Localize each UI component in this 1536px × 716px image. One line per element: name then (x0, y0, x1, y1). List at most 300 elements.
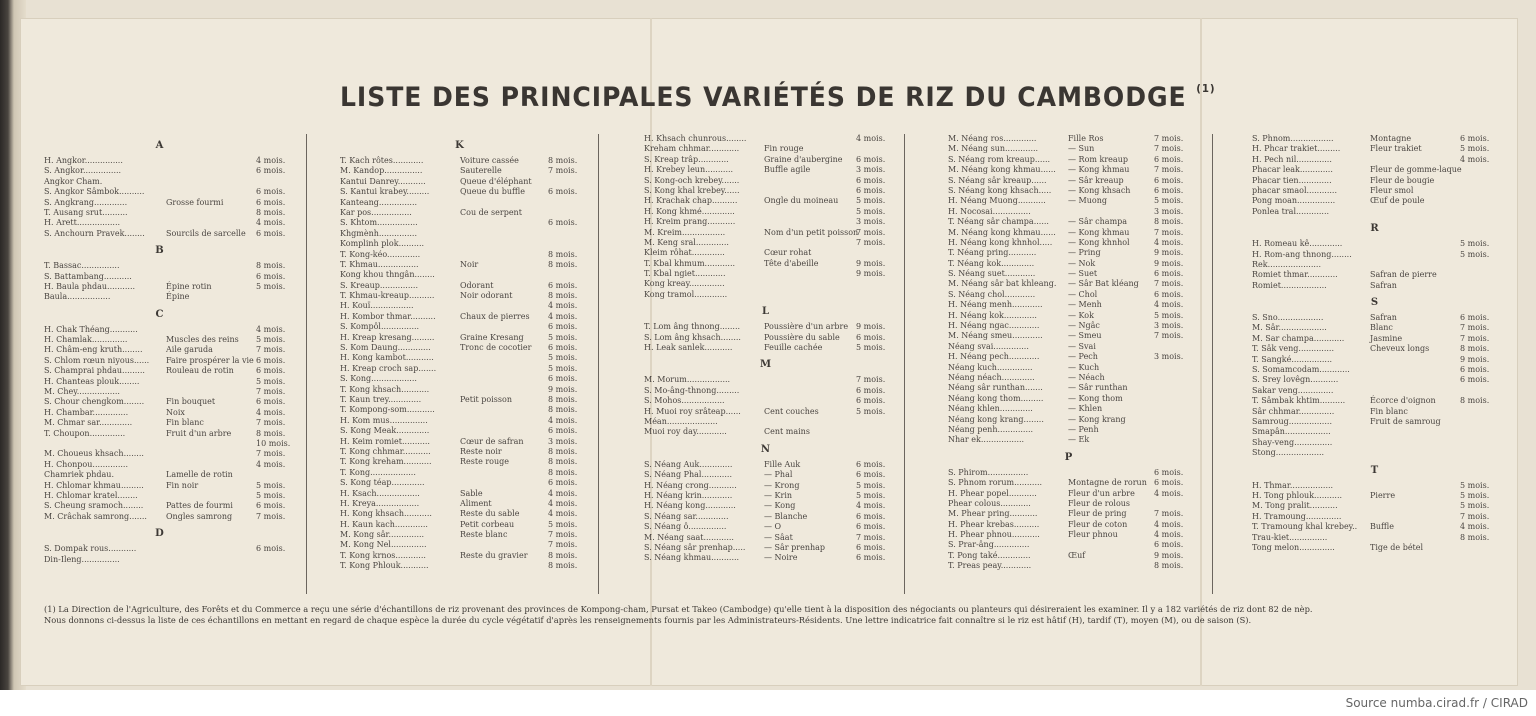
variety-meaning (460, 250, 548, 260)
variety-meaning (460, 426, 548, 436)
variety-meaning: — Kong khmau (1068, 165, 1130, 175)
variety-row (340, 270, 580, 280)
variety-name: M. Sâr................... (1252, 323, 1327, 333)
variety-duration: 8 mois. (548, 467, 578, 477)
variety-duration: 6 mois. (856, 396, 886, 406)
section-letter: P (1064, 451, 1074, 463)
variety-row (948, 520, 1190, 530)
column-divider (598, 134, 599, 594)
variety-name: H. Néang kok............. (948, 310, 1037, 320)
variety-row (948, 404, 1190, 414)
variety-meaning (166, 460, 256, 470)
variety-name: Tong melon.............. (1252, 542, 1335, 552)
variety-row (1252, 481, 1498, 491)
variety-meaning (166, 544, 256, 554)
variety-meaning: Cœur rohat (764, 248, 812, 258)
variety-duration: 6 mois. (1460, 134, 1490, 143)
variety-duration: 8 mois. (548, 156, 578, 165)
variety-duration: 6 mois. (256, 228, 286, 238)
variety-meaning: — Sâr kreaup (1068, 175, 1124, 185)
variety-name: Rek..................... (1252, 259, 1322, 269)
variety-name: S. Kom Daung............. (340, 343, 431, 353)
variety-meaning (460, 353, 548, 363)
variety-name: T. Bassac............... (44, 261, 120, 271)
variety-row (1252, 522, 1498, 532)
variety-duration (1460, 407, 1500, 417)
variety-row (1252, 186, 1498, 196)
variety-name: H. Thmar................. (1252, 480, 1334, 490)
variety-row (340, 333, 580, 343)
variety-duration: 8 mois. (548, 291, 578, 301)
variety-duration (1154, 342, 1194, 352)
variety-duration (1460, 543, 1500, 553)
variety-name: Méan.................... (644, 416, 718, 426)
section-letter: K (455, 140, 465, 151)
variety-duration (548, 198, 590, 208)
variety-duration: 7 mois. (256, 387, 286, 397)
variety-meaning (1370, 260, 1460, 270)
variety-meaning (460, 301, 548, 311)
variety-duration: 5 mois. (1460, 480, 1490, 490)
variety-row (340, 312, 580, 322)
variety-row (644, 290, 888, 300)
variety-duration: 6 mois. (1460, 365, 1490, 375)
variety-meaning: Fleur de coton (1068, 519, 1128, 529)
variety-name: S. Anchourn Pravek........ (44, 228, 145, 238)
variety-duration: 8 mois. (256, 207, 286, 217)
variety-meaning: Fin blanc (1370, 406, 1408, 416)
variety-meaning: — O (764, 522, 782, 532)
variety-name: Romiet.................. (1252, 280, 1327, 290)
variety-meaning: Voiture cassée (460, 156, 519, 165)
variety-name: T. Pong také............. (948, 550, 1031, 560)
variety-meaning (764, 176, 856, 186)
variety-name: H. Arett................. (44, 218, 121, 228)
variety-row (948, 290, 1190, 300)
variety-meaning: Cou de serpent (460, 207, 522, 217)
variety-duration: 5 mois. (548, 519, 578, 529)
variety-duration: 7 mois. (256, 418, 286, 428)
variety-row (948, 352, 1190, 362)
variety-meaning (1370, 207, 1460, 217)
variety-duration: 4 mois. (548, 498, 578, 508)
variety-duration: 7 mois. (256, 511, 286, 521)
variety-row (44, 207, 286, 218)
variety-duration: 7 mois. (856, 237, 886, 247)
variety-duration: 7 mois. (548, 166, 578, 176)
variety-row (44, 501, 286, 511)
variety-duration: 5 mois. (256, 281, 286, 291)
variety-meaning (166, 208, 256, 218)
variety-meaning: Nom d'un petit poisson (764, 227, 859, 237)
variety-name: Sakar veng.............. (1252, 385, 1334, 395)
variety-row (644, 522, 888, 532)
variety-meaning (166, 491, 256, 501)
variety-meaning: Safran (1370, 280, 1397, 290)
variety-meaning: — Chol (1068, 289, 1098, 299)
variety-name: S. Kompôl............... (340, 322, 420, 332)
variety-meaning (1068, 540, 1154, 550)
variety-row (1252, 365, 1498, 375)
variety-duration: 7 mois. (548, 530, 578, 540)
variety-duration: 4 mois. (548, 488, 578, 498)
variety-meaning (166, 377, 256, 387)
variety-row (948, 269, 1190, 279)
variety-name: S. Néang sâr kreaup...... (948, 175, 1047, 185)
variety-duration: 7 mois. (856, 532, 886, 542)
variety-meaning: — Sâr champa (1068, 217, 1128, 227)
variety-row (644, 207, 888, 217)
variety-meaning: Écorce d'oignon (1370, 396, 1436, 406)
variety-duration: 6 mois. (256, 366, 286, 376)
variety-name: H. Kreap kresang......... (340, 332, 435, 342)
variety-duration: 6 mois. (856, 553, 886, 563)
variety-meaning: — Menh (1068, 300, 1102, 310)
variety-row (948, 415, 1190, 425)
variety-meaning: Petit corbeau (460, 519, 515, 529)
variety-meaning: Épine rotin (166, 281, 212, 291)
variety-name: S. Sno.................. (1252, 313, 1324, 323)
variety-name: S. Néang chol............ (948, 289, 1036, 299)
variety-meaning: Poussière d'un arbre (764, 322, 849, 332)
variety-duration: 8 mois. (1460, 344, 1490, 354)
variety-name: T. Kach rôtes............ (340, 156, 424, 165)
variety-name: M. Keng sral............. (644, 237, 729, 247)
variety-meaning (460, 540, 548, 550)
variety-meaning: — Smeu (1068, 331, 1102, 341)
variety-duration (1460, 196, 1500, 206)
variety-row (340, 208, 580, 218)
variety-name: Kreham chhmar............ (644, 144, 740, 154)
variety-duration (1154, 435, 1194, 445)
variety-name: M. Sar champa............ (1252, 333, 1345, 343)
variety-duration (1154, 404, 1194, 414)
variety-name: S. Kong Meak............. (340, 426, 430, 436)
variety-name: S. Angkor Sâmbok.......... (44, 187, 145, 197)
variety-name: M. Phear pring........... (948, 509, 1038, 519)
variety-column (948, 134, 1190, 572)
variety-name: S. Chour chengkom........ (44, 397, 145, 407)
variety-meaning: Muscles des reins (166, 335, 239, 345)
variety-meaning: Feuille cachée (764, 343, 823, 353)
variety-row (948, 509, 1190, 519)
variety-duration: 7 mois. (1154, 227, 1184, 237)
variety-row (644, 343, 888, 353)
variety-row (644, 176, 888, 186)
variety-name: H. Châm-eng kruth........ (44, 345, 143, 355)
variety-row (44, 335, 286, 345)
variety-row (948, 207, 1190, 217)
variety-name: S. Kong téap............. (340, 478, 425, 488)
variety-duration (1460, 448, 1500, 458)
variety-row (340, 301, 580, 311)
variety-name: Néang kong thom......... (948, 393, 1044, 403)
variety-meaning (764, 279, 856, 289)
variety-row (44, 292, 276, 302)
variety-name: M. Morum................. (644, 375, 731, 385)
variety-row (44, 449, 286, 459)
variety-duration (1460, 270, 1500, 280)
variety-duration: 4 mois. (256, 218, 286, 228)
variety-meaning: Jasmine (1370, 333, 1403, 343)
variety-row (644, 228, 888, 238)
variety-duration: 6 mois. (856, 332, 886, 342)
variety-duration: 7 mois. (1460, 323, 1490, 333)
variety-name: M. Néang ros............. (948, 134, 1037, 143)
variety-meaning: Reste du sable (460, 509, 520, 519)
variety-duration: 6 mois. (548, 218, 578, 228)
variety-name: H. Khsach chunrous........ (644, 134, 747, 143)
variety-meaning: Fin rouge (764, 144, 804, 154)
variety-name: H. Néang Muong........... (948, 196, 1046, 206)
variety-meaning (1370, 375, 1460, 385)
variety-name: S. Néang Phal............ (644, 470, 732, 480)
variety-name: T. Tramoung khal krebey.. (1252, 522, 1358, 532)
section-letter: L (761, 306, 771, 318)
variety-row (948, 478, 1190, 488)
variety-meaning: — Kong khsach (1068, 185, 1131, 195)
variety-duration: 6 mois. (856, 175, 886, 185)
variety-meaning: Buffle agile (764, 165, 811, 175)
variety-duration: 6 mois. (548, 478, 578, 488)
variety-meaning: Poussière du sable (764, 332, 840, 342)
variety-meaning (460, 468, 548, 478)
variety-duration: 4 mois. (856, 501, 886, 511)
variety-row (644, 134, 888, 144)
variety-name: H. Ksach................. (340, 488, 420, 498)
variety-row (340, 353, 580, 363)
variety-name: Nhar ek................. (948, 435, 1025, 445)
variety-name: Néang kong krang........ (948, 414, 1044, 424)
variety-name: Smapân.................. (1252, 427, 1331, 437)
variety-name: M. Choueus khsach........ (44, 449, 144, 459)
variety-duration: 8 mois. (256, 261, 286, 271)
variety-meaning: Ongle du moineau (764, 196, 839, 206)
variety-meaning: Buffle (1370, 522, 1395, 532)
variety-name: H. Kong khmé............. (644, 206, 735, 216)
variety-row (1252, 207, 1498, 217)
variety-row (644, 533, 888, 543)
variety-row (44, 355, 286, 366)
variety-meaning: Odorant (460, 280, 494, 290)
variety-name: M. Néang kong khmau...... (948, 165, 1056, 175)
variety-row (644, 269, 888, 279)
variety-row (340, 281, 580, 291)
variety-duration: 5 mois. (856, 343, 886, 353)
variety-row (340, 489, 580, 499)
variety-name: H. Angkor............... (44, 156, 123, 165)
variety-meaning: — Krong (764, 480, 800, 490)
variety-duration: 6 mois. (256, 197, 286, 207)
variety-duration: 4 mois. (256, 407, 286, 417)
variety-meaning (166, 325, 256, 335)
variety-duration (1154, 363, 1194, 373)
variety-row (948, 383, 1190, 393)
variety-name: M. Kong Nel.............. (340, 540, 427, 550)
variety-meaning: Sauterelle (460, 166, 502, 176)
variety-duration: 9 mois. (1154, 248, 1184, 258)
variety-row (644, 279, 888, 289)
variety-duration: 5 mois. (548, 363, 578, 373)
variety-name: S. Néang Auk............. (644, 459, 733, 469)
variety-duration: 5 mois. (856, 206, 886, 216)
variety-meaning: — Sâr runthan (1068, 383, 1128, 393)
variety-row (340, 499, 580, 509)
variety-meaning: Tige de bétel (1370, 542, 1424, 552)
variety-duration (256, 555, 296, 565)
variety-meaning: Fin bouquet (166, 397, 216, 407)
variety-meaning (764, 186, 856, 196)
variety-meaning (166, 439, 256, 449)
variety-name: phacar smaol............ (1252, 185, 1338, 195)
variety-name: S. Néang kong khsach..... (948, 185, 1052, 195)
variety-duration (1460, 260, 1500, 270)
variety-meaning (460, 561, 548, 571)
variety-duration: 8 mois. (256, 428, 286, 438)
variety-name: Shay-veng............... (1252, 437, 1333, 447)
variety-name: S. Néang suet............ (948, 269, 1036, 279)
variety-row (644, 543, 888, 553)
variety-row (1252, 144, 1498, 154)
variety-duration: 6 mois. (856, 470, 886, 480)
variety-name: S. Mo-âng-thnong......... (644, 385, 740, 395)
variety-duration: 5 mois. (256, 376, 286, 386)
variety-row (1252, 491, 1498, 501)
variety-name: S. Néang ô............... (644, 522, 727, 532)
variety-name: M. Chmar sar............. (44, 418, 133, 428)
variety-row (44, 470, 276, 480)
variety-meaning (460, 229, 548, 239)
variety-meaning: — Néach (1068, 372, 1105, 382)
variety-name: Néang néach............. (948, 372, 1035, 382)
variety-duration: 4 mois. (1154, 237, 1184, 247)
variety-name: M. Tong pralit........... (1252, 501, 1338, 511)
variety-meaning (1370, 365, 1460, 375)
variety-meaning: — Penh (1068, 424, 1099, 434)
variety-name: S. Phnom rorum........... (948, 478, 1043, 488)
variety-name: H. Muoi roy srâteap...... (644, 406, 741, 416)
variety-duration: 3 mois. (1154, 206, 1184, 216)
variety-duration: 9 mois. (1154, 258, 1184, 268)
variety-name: H. Néang menh............ (948, 300, 1043, 310)
variety-duration: 7 mois. (256, 345, 286, 355)
variety-row (948, 259, 1190, 269)
variety-name: T. Kong krnos............ (340, 550, 426, 560)
variety-meaning: — Kong khnhol (1068, 237, 1130, 247)
variety-name (44, 439, 166, 449)
variety-duration (1154, 394, 1194, 404)
variety-meaning: — Sâr Bat kléang (1068, 279, 1139, 289)
variety-meaning: — Kong thom (1068, 393, 1123, 403)
variety-meaning (764, 417, 856, 427)
variety-row (948, 373, 1190, 383)
variety-duration (1460, 417, 1500, 427)
variety-row (1252, 355, 1498, 365)
variety-name: H. Tong phlouk........... (1252, 490, 1343, 500)
variety-name: S. Mohos................. (644, 396, 725, 406)
variety-duration: 8 mois. (548, 259, 578, 269)
variety-name: T. Kong chhmar........... (340, 446, 431, 456)
variety-name: M. Kong sâr.............. (340, 530, 425, 540)
variety-name: H. Chonpou.............. (44, 459, 128, 469)
variety-row (340, 156, 580, 166)
variety-meaning: Cent mains (764, 427, 810, 437)
variety-row (644, 217, 888, 227)
variety-meaning (764, 386, 856, 396)
variety-name: M. Crâchak samrong....... (44, 511, 147, 521)
variety-name: S. Néang sar............. (644, 511, 729, 521)
variety-name: S. Dompak rous........... (44, 544, 137, 554)
variety-duration: 6 mois. (1154, 175, 1184, 185)
section-letter: R (1370, 223, 1380, 235)
variety-row (948, 331, 1190, 341)
variety-duration (1460, 281, 1500, 291)
variety-name: T. Sâmbak khtim.......... (1252, 396, 1346, 406)
variety-name: H. Pech nil.............. (1252, 154, 1332, 164)
variety-row (1252, 155, 1498, 165)
variety-row (340, 416, 580, 426)
variety-meaning (460, 270, 548, 280)
variety-meaning: Grosse fourmi (166, 197, 224, 207)
variety-row (948, 540, 1190, 550)
variety-name: S. Kong.................. (340, 374, 417, 384)
variety-meaning: Graine d'aubergine (764, 154, 843, 164)
variety-row (340, 385, 580, 395)
variety-row (340, 291, 580, 301)
variety-name: S. Prar-âng.............. (948, 540, 1030, 550)
variety-meaning: Petit poisson (460, 394, 512, 404)
variety-name: T. Choupon.............. (44, 428, 126, 438)
variety-name: Néang penh.............. (948, 424, 1034, 434)
variety-meaning: Chaux de pierres (460, 311, 530, 321)
variety-duration: 6 mois. (1154, 478, 1184, 488)
variety-name: S. Chlom rœun niyous...... (44, 355, 150, 365)
variety-name: H. Chanteas plouk........ (44, 376, 140, 386)
variety-duration: 8 mois. (548, 249, 578, 259)
variety-name: S. Kong khal krebey...... (644, 185, 740, 195)
variety-row (340, 457, 580, 467)
variety-duration (1460, 186, 1500, 196)
variety-meaning (764, 269, 856, 279)
variety-name: H. Leak sanlek........... (644, 343, 733, 353)
variety-row (1252, 375, 1498, 385)
variety-meaning: — Kok (1068, 310, 1094, 320)
variety-name: Kantui Danrey........... (340, 176, 426, 186)
variety-meaning: Pattes de fourmi (166, 501, 233, 511)
variety-row (948, 489, 1190, 499)
variety-duration: 4 mois. (256, 459, 286, 469)
variety-meaning: Œuf (1068, 550, 1086, 560)
variety-meaning (166, 449, 256, 459)
variety-row (340, 509, 580, 519)
variety-row (44, 418, 286, 428)
variety-row (44, 187, 286, 197)
variety-column (44, 134, 291, 565)
variety-row (948, 311, 1190, 321)
variety-name: H. Kreya................. (340, 498, 420, 508)
variety-row (644, 491, 888, 501)
variety-name: Stong................... (1252, 448, 1325, 458)
variety-row (1252, 417, 1498, 427)
title-text: LISTE DES PRINCIPALES VARIÉTÉS DE RIZ DU CAMBODGE (340, 82, 1187, 113)
variety-duration: 8 mois. (548, 457, 578, 467)
variety-row (340, 395, 580, 405)
variety-row (948, 248, 1190, 258)
variety-row (340, 322, 580, 332)
variety-meaning: — Svai (1068, 341, 1096, 351)
variety-duration: 6 mois. (1154, 185, 1184, 195)
variety-duration: 5 mois. (856, 196, 886, 206)
